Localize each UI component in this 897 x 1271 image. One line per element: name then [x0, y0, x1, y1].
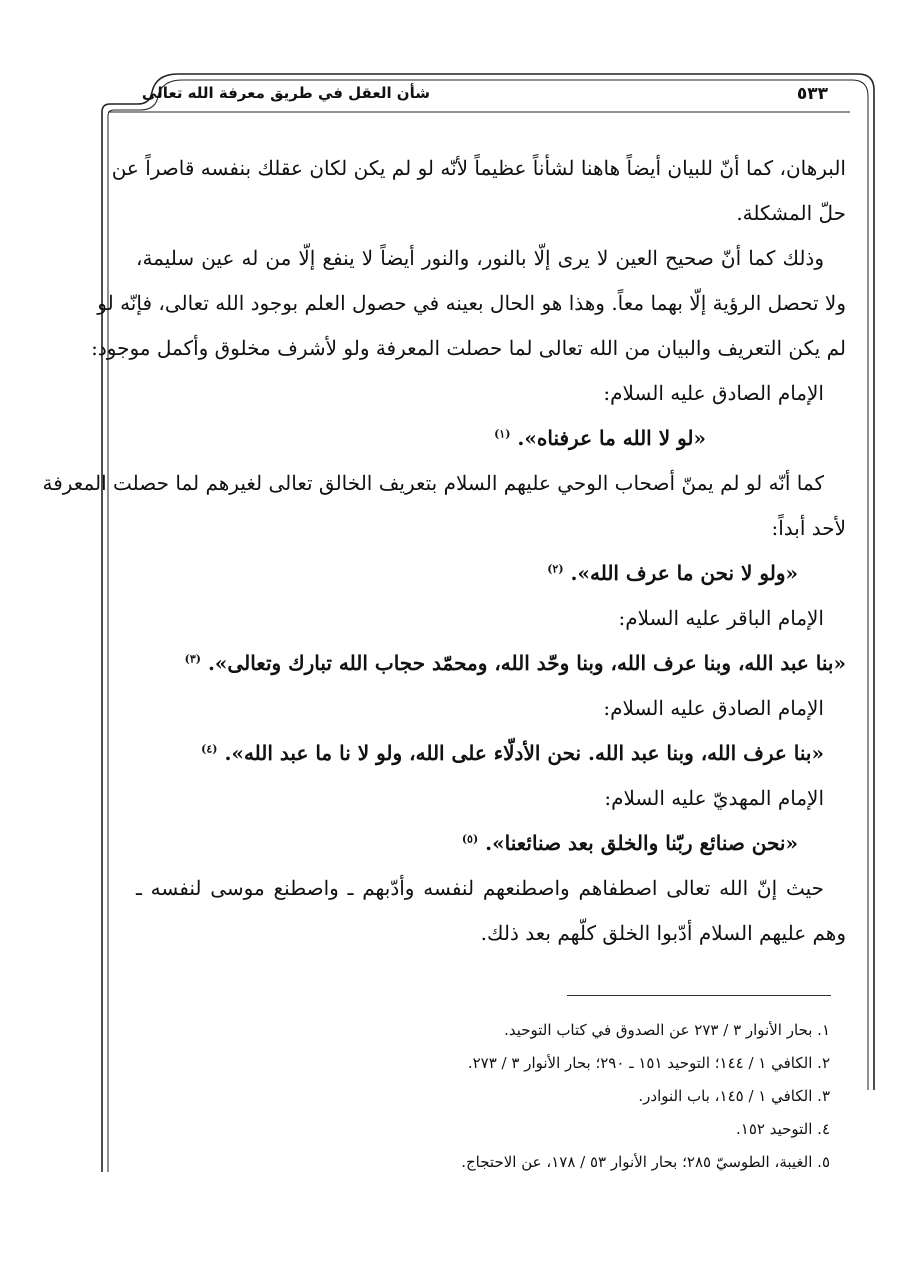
imam-attribution: الإمام المهديّ عليه السلام: [604, 786, 824, 810]
text-line: حيث إنّ الله تعالى اصطفاهم واصطنعهم لنفسه وأدّبهم ـ واصطنع موسى لنفسه ـ [136, 876, 824, 900]
main-text [42, 146, 846, 956]
hadith-quote [136, 641, 846, 686]
footnote-item: ٢. الكافي ١ / ١٤٤؛ التوحيد ١٥١ ـ ٢٩٠؛ بحار الأنوار ٣ / ٢٧٣. [467, 1054, 830, 1072]
footnote-separator [567, 995, 831, 996]
hadith-quote [136, 416, 846, 461]
hadith-quote [136, 731, 846, 776]
imam-attribution: الإمام الباقر عليه السلام: [618, 606, 824, 630]
footnote-item: ٣. الكافي ١ / ١٤٥، باب النوادر. [638, 1087, 830, 1105]
footnote-ref: (٣) [184, 652, 201, 666]
imam-attribution: الإمام الصادق عليه السلام: [603, 381, 824, 405]
footnote-item: ٥. الغيبة، الطوسيّ ٢٨٥؛ بحار الأنوار ٥٣ / ١٧٨، عن الاحتجاج. [461, 1153, 830, 1171]
text-line: وهم عليهم السلام أدّبوا الخلق كلّهم بعد ذلك. [480, 921, 846, 945]
footnote-ref: (١) [494, 427, 511, 441]
footnote-item: ١. بحار الأنوار ٣ / ٢٧٣ عن الصدوق في كتاب التوحيد. [504, 1021, 830, 1039]
hadith-text: «نحن صنائع ربّنا والخلق بعد صنائعنا». [485, 831, 798, 855]
text-line: وذلك كما أنّ صحيح العين لا يرى إلّا بالنور، والنور أيضاً لا ينفع إلّا من له عين سليمة، [136, 246, 824, 270]
hadith-text: «ولو لا نحن ما عرف الله». [570, 561, 798, 585]
text-line: ولا تحصل الرؤية إلّا بهما معاً. وهذا هو الحال بعينه في حصول العلم بوجود الله تعالى، فإنّه لو [97, 291, 846, 315]
hadith-text: «بنا عبد الله، وبنا عرف الله، وبنا وحّد الله، ومحمّد حجاب الله تبارك وتعالى». [207, 651, 846, 675]
page-number: ٥٣٣ [796, 84, 828, 104]
hadith-text: «بنا عرف الله، وبنا عبد الله. نحن الأدلّاء على الله، ولو لا نا ما عبد الله». [224, 741, 824, 765]
running-header-title: شأن العقل في طريق معرفة الله تعالى [141, 84, 430, 102]
text-line: لم يكن التعريف والبيان من الله تعالى لما حصلت المعرفة ولو لأشرف مخلوق وأكمل موجود: [91, 336, 846, 360]
hadith-quote [136, 821, 846, 866]
hadith-text: «لو لا الله ما عرفناه». [517, 426, 706, 450]
imam-attribution: الإمام الصادق عليه السلام: [603, 696, 824, 720]
text-line: حلّ المشكلة. [736, 201, 846, 225]
text-line: كما أنّه لو لم يمنّ أصحاب الوحي عليهم السلام بتعريف الخالق تعالى لغيرهم لما حصلت المعرفة [42, 471, 824, 495]
text-line: البرهان، كما أنّ للبيان أيضاً هاهنا لشأناً عظيماً لأنّه لو لم يكن لكان عقلك بنفسه قاصراً عن [111, 156, 846, 180]
footnote-ref: (٥) [461, 832, 479, 846]
footnotes [330, 1014, 830, 1179]
footnote-ref: (٢) [547, 562, 564, 576]
text-line: لأحد أبداً: [771, 516, 846, 540]
footnote-ref: (٤) [201, 742, 218, 756]
hadith-quote [136, 551, 846, 596]
footnote-item: ٤. التوحيد ١٥٢. [735, 1120, 830, 1138]
